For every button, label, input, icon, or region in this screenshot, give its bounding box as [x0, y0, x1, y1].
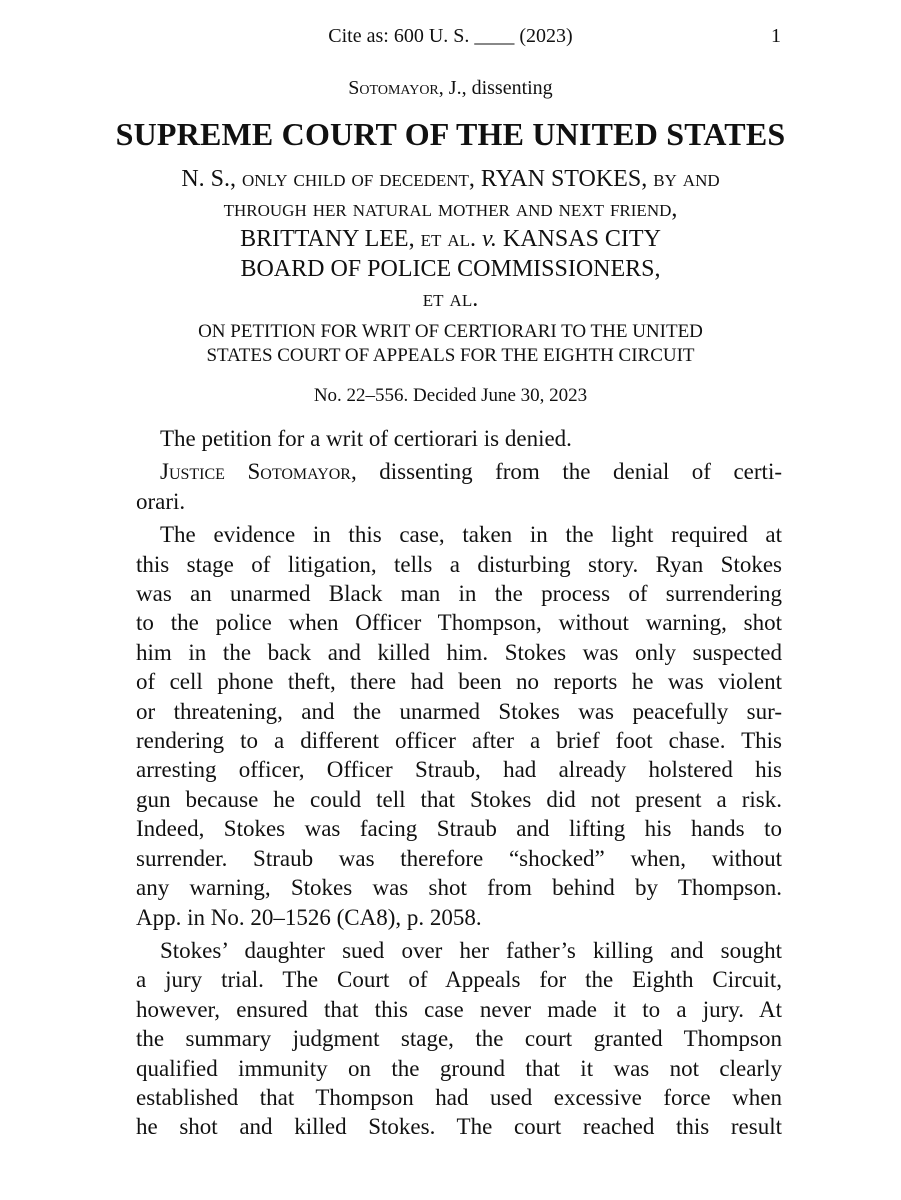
- text-line: any warning, Stokes was shot from behind by Thompson.: [136, 875, 782, 901]
- petition-heading: [150, 320, 751, 368]
- text-line: established that Thompson had used excessive force when: [136, 1084, 782, 1110]
- paragraph-dissent-line-2: orari.: [136, 488, 186, 514]
- paragraph-dissent-line-1: [136, 457, 782, 486]
- caption-line-5: [130, 284, 771, 314]
- petition-line-2: STATES COURT OF APPEALS FOR THE EIGHTH CIRCUIT: [206, 345, 695, 366]
- case-caption: [130, 164, 771, 314]
- text-line: he shot and killed Stokes. The court reached this result: [136, 1114, 782, 1140]
- text-line: the summary judgment stage, the court granted Thompson: [136, 1026, 782, 1052]
- caption-brittany-lee: BRITTANY LEE,: [240, 226, 421, 252]
- docket-info: No. 22–556. Decided June 30, 2023: [313, 385, 588, 406]
- text-line: this stage of litigation, tells a disturbing story. Ryan Stokes: [136, 551, 782, 577]
- petition-line-1: ON PETITION FOR WRIT OF CERTIORARI TO THE UNITED: [198, 321, 703, 342]
- text-line: was an unarmed Black man in the process of surrendering: [136, 581, 782, 607]
- text-line: of cell phone theft, there had been no reports he was violent: [136, 669, 782, 695]
- paragraph-denial: The petition for a writ of certiorari is denied.: [160, 426, 572, 451]
- page-number: 1: [771, 25, 781, 47]
- citation-header: Cite as: 600 U. S. ____ (2023): [328, 25, 573, 47]
- text-line: rendering to a different officer after a brief foot chase. This: [136, 728, 782, 754]
- running-head-justice: Sotomayor: [348, 77, 439, 99]
- caption-line-4: BOARD OF POLICE COMMISSIONERS,: [240, 256, 661, 282]
- text-line: Stokes’ daughter sued over her father’s killing and sought: [160, 937, 782, 963]
- caption-party-ns: N. S.,: [181, 166, 243, 192]
- text-line: to the police when Officer Thompson, without warning, shot: [136, 610, 782, 636]
- caption-kansas-city: KANSAS CITY: [496, 226, 661, 252]
- caption-decedent: , RYAN STOKES,: [468, 166, 654, 192]
- opinion-body: [136, 424, 782, 1142]
- caption-line-3: [130, 224, 771, 254]
- caption-by-and: by and: [653, 166, 720, 192]
- text-line: however, ensured that this case never made it to a jury. At: [136, 996, 782, 1022]
- text-line: him in the back and killed him. Stokes was only suspected: [136, 639, 782, 665]
- caption-line-2: [130, 194, 771, 224]
- caption-line-1: [130, 164, 771, 194]
- caption-et-al: et al.: [420, 226, 477, 252]
- text-line: or threatening, and the unarmed Stokes was peacefully sur-: [136, 698, 782, 724]
- text-line: gun because he could tell that Stokes did not present a risk.: [136, 786, 782, 812]
- dissent-text: , dissenting from the denial of certi-: [350, 459, 782, 485]
- running-head-rest: , J., dissenting: [438, 77, 553, 99]
- caption-versus: v.: [476, 226, 497, 252]
- text-line: The evidence in this case, taken in the light required at: [160, 522, 782, 548]
- caption-next-friend: through her natural mother and next friend: [223, 196, 672, 222]
- justice-name: Justice Sotomayor: [160, 459, 351, 485]
- caption-descriptor: only child of decedent: [242, 166, 469, 192]
- caption-comma: ,: [671, 196, 678, 222]
- text-line: arresting officer, Officer Straub, had already holstered his: [136, 757, 782, 783]
- text-line: surrender. Straub was therefore “shocked” when, without: [136, 845, 782, 871]
- text-line: qualified immunity on the ground that it was not clearly: [136, 1055, 782, 1081]
- text-line: a jury trial. The Court of Appeals for the Eighth Circuit,: [136, 967, 782, 993]
- court-title: SUPREME COURT OF THE UNITED STATES: [115, 116, 786, 152]
- running-head: [0, 74, 901, 102]
- text-line: Indeed, Stokes was facing Straub and lifting his hands to: [136, 816, 782, 842]
- text-line: App. in No. 20–1526 (CA8), p. 2058.: [136, 904, 482, 930]
- caption-et-al-2: et al.: [422, 286, 479, 312]
